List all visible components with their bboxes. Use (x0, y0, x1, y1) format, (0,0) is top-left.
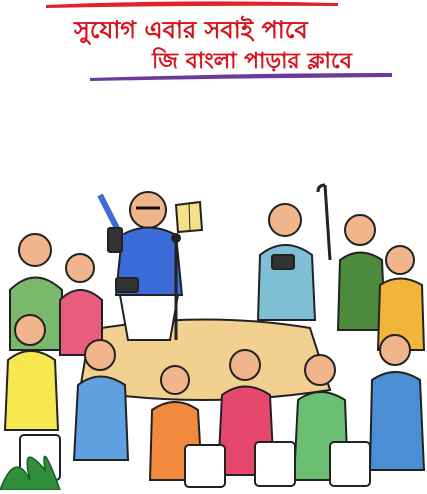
headline (0, 0, 427, 90)
chair-4 (330, 442, 370, 486)
crowd-illustration (0, 180, 427, 490)
headline-svg (0, 0, 427, 90)
phone-1 (108, 228, 122, 252)
person-left-2-head (66, 254, 94, 282)
person-left-top-head (19, 234, 51, 266)
headline-line-1: সুযোগ এবার সবাই পাবে (74, 16, 308, 44)
speaker (100, 192, 182, 340)
underline-purple (90, 73, 392, 81)
person-right-2-body (338, 253, 385, 331)
phone-3 (272, 255, 294, 269)
headline-line-2: জি বাংলা পাড়ার ক্লাবে (152, 49, 353, 74)
chair-2 (185, 445, 225, 487)
book-icon (176, 202, 202, 232)
person-right-2-head (345, 215, 375, 245)
phone-2 (116, 278, 138, 292)
person-right-3-head (386, 246, 414, 274)
swoosh-red-line (46, 1, 338, 8)
umbrella-icon (318, 185, 330, 260)
speaker-dhoti (120, 295, 178, 340)
person-right-top-head (269, 204, 301, 236)
crowd-svg (0, 180, 427, 490)
chair-3 (255, 442, 295, 486)
speaker-head (130, 192, 166, 228)
